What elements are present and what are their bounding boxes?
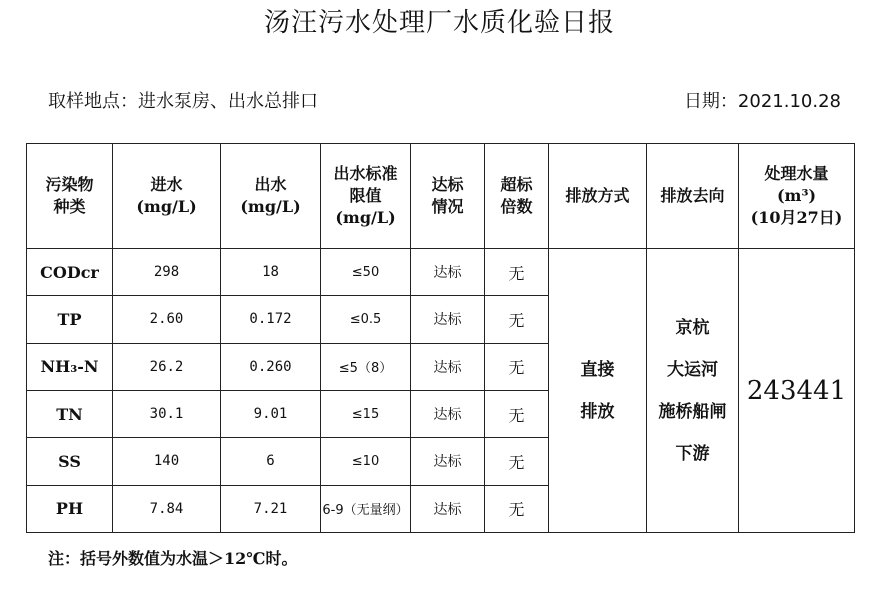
pollutant-cell: NH₃-N [27,343,113,390]
header-effluent: 出水 (mg/L) [221,144,321,249]
effluent-cell: 0.260 [221,343,321,390]
status-cell: 达标 [411,249,485,296]
header-destination: 排放去向 [647,144,739,249]
discharge-method-cell: 直接 排放 [549,249,647,533]
water-quality-table [26,143,855,533]
pollutant-cell: CODcr [27,249,113,296]
limit-cell: ≤15 [321,390,411,437]
status-cell: 达标 [411,485,485,532]
effluent-cell: 9.01 [221,390,321,437]
limit-cell: ≤0.5 [321,296,411,343]
discharge-destination-cell: 京杭 大运河 施桥船闸 下游 [647,249,739,533]
influent-cell: 30.1 [113,390,221,437]
exceed-cell: 无 [485,343,549,390]
pollutant-cell: TN [27,390,113,437]
influent-cell: 298 [113,249,221,296]
exceed-cell: 无 [485,249,549,296]
pollutant-cell: PH [27,485,113,532]
header-influent: 进水 (mg/L) [113,144,221,249]
limit-cell: 6-9（无量纲） [321,485,411,532]
treated-volume-cell: 243441 [739,249,855,533]
header-pollutant: 污染物 种类 [27,144,113,249]
influent-cell: 26.2 [113,343,221,390]
header-method: 排放方式 [549,144,647,249]
limit-cell: ≤5（8） [321,343,411,390]
exceed-cell: 无 [485,296,549,343]
header-volume: 处理水量 (m³) (10月27日) [739,144,855,249]
influent-cell: 140 [113,438,221,485]
limit-cell: ≤50 [321,249,411,296]
exceed-cell: 无 [485,485,549,532]
header-status: 达标 情况 [411,144,485,249]
pollutant-cell: TP [27,296,113,343]
influent-cell: 7.84 [113,485,221,532]
header-exceed: 超标 倍数 [485,144,549,249]
footnote: 注：括号外数值为水温＞12℃时。 [48,549,298,568]
table-row [27,249,855,296]
effluent-cell: 0.172 [221,296,321,343]
header-row [27,144,855,249]
status-cell: 达标 [411,343,485,390]
exceed-cell: 无 [485,390,549,437]
effluent-cell: 6 [221,438,321,485]
exceed-cell: 无 [485,438,549,485]
limit-cell: ≤10 [321,438,411,485]
influent-cell: 2.60 [113,296,221,343]
sampling-location: 取样地点：进水泵房、出水总排口 [48,91,318,112]
report-title: 汤汪污水处理厂水质化验日报 [263,8,615,38]
header-limit: 出水标准 限值 (mg/L) [321,144,411,249]
effluent-cell: 18 [221,249,321,296]
status-cell: 达标 [411,438,485,485]
pollutant-cell: SS [27,438,113,485]
status-cell: 达标 [411,390,485,437]
effluent-cell: 7.21 [221,485,321,532]
status-cell: 达标 [411,296,485,343]
report-date: 日期：2021.10.28 [683,91,841,112]
